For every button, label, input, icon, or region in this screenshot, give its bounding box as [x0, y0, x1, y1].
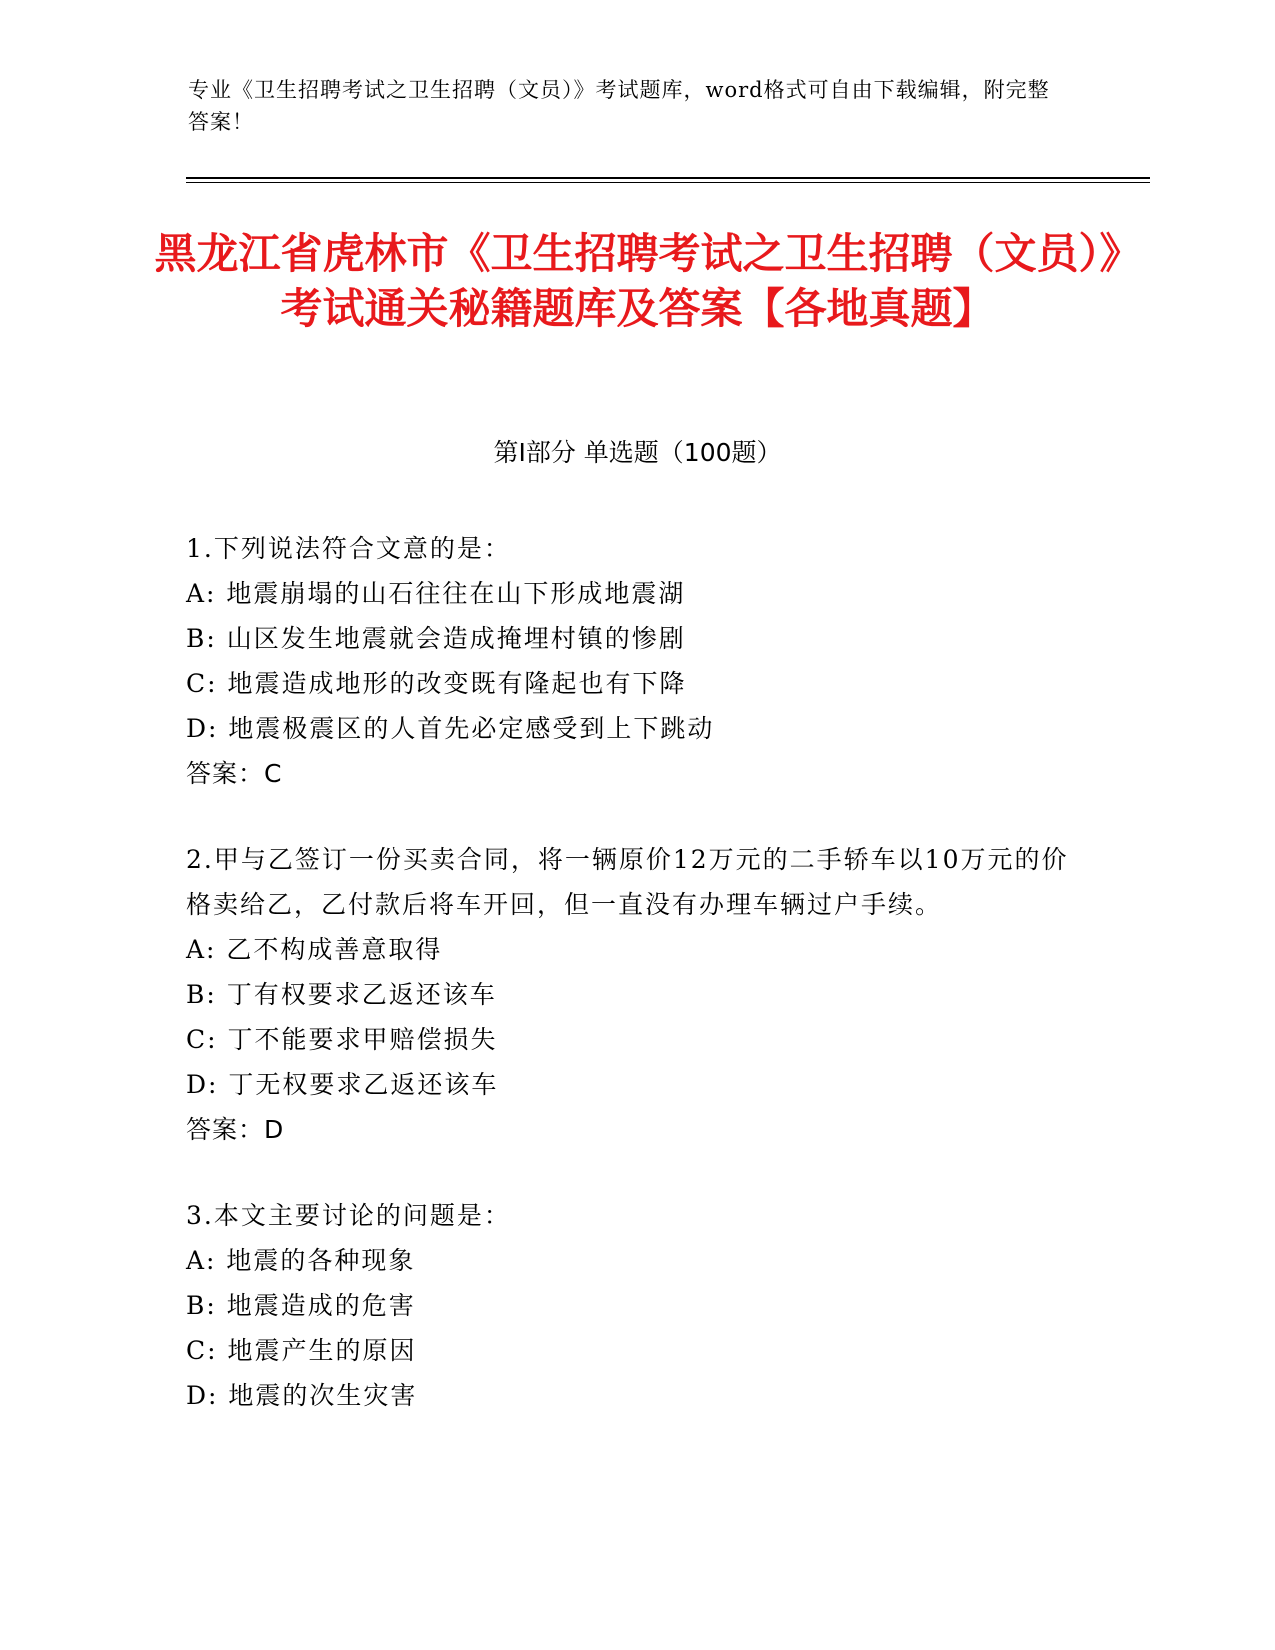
question-stem: 3.本文主要讨论的问题是：: [186, 1201, 511, 1230]
header-note: 专业《卫生招聘考试之卫生招聘（文员）》考试题库，word格式可自由下载编辑，附完整答案！: [188, 78, 1050, 134]
option-c: C: 地震产生的原因: [186, 1336, 417, 1365]
section-heading: 第I部分 单选题（100题）: [493, 438, 782, 467]
option-b: B: 丁有权要求乙返还该车: [186, 980, 497, 1009]
header-rule-thin: [186, 182, 1150, 183]
option-d: D: 地震的次生灾害: [186, 1381, 418, 1410]
question-2: [186, 837, 1076, 1152]
question-stem: 2.甲与乙签订一份买卖合同，将一辆原价12万元的二手轿车以10万元的价格卖给乙，乙付款后将车开回，但一直没有办理车辆过户手续。: [186, 845, 1069, 919]
document-title: 黑龙江省虎林市《卫生招聘考试之卫生招聘（文员）》考试通关秘籍题库及答案【各地真题】: [154, 229, 1121, 333]
option-a: A: 乙不构成善意取得: [186, 935, 443, 964]
header-rule-thick: [186, 177, 1150, 179]
question-list: [186, 526, 1076, 1459]
question-1: [186, 526, 1076, 796]
option-d: D: 丁无权要求乙返还该车: [186, 1070, 499, 1099]
answer-line: 答案：D: [186, 1115, 285, 1144]
answer-line: 答案：C: [186, 759, 283, 788]
option-c: C: 地震造成地形的改变既有隆起也有下降: [186, 669, 687, 698]
question-3: [186, 1193, 1076, 1418]
option-c: C: 丁不能要求甲赔偿损失: [186, 1025, 498, 1054]
option-b: B: 地震造成的危害: [186, 1291, 416, 1320]
option-a: A: 地震的各种现象: [186, 1246, 416, 1275]
question-stem: 1.下列说法符合文意的是：: [186, 534, 511, 563]
option-b: B: 山区发生地震就会造成掩埋村镇的惨剧: [186, 624, 686, 653]
option-a: A: 地震崩塌的山石往往在山下形成地震湖: [186, 579, 686, 608]
option-d: D: 地震极震区的人首先必定感受到上下跳动: [186, 714, 715, 743]
